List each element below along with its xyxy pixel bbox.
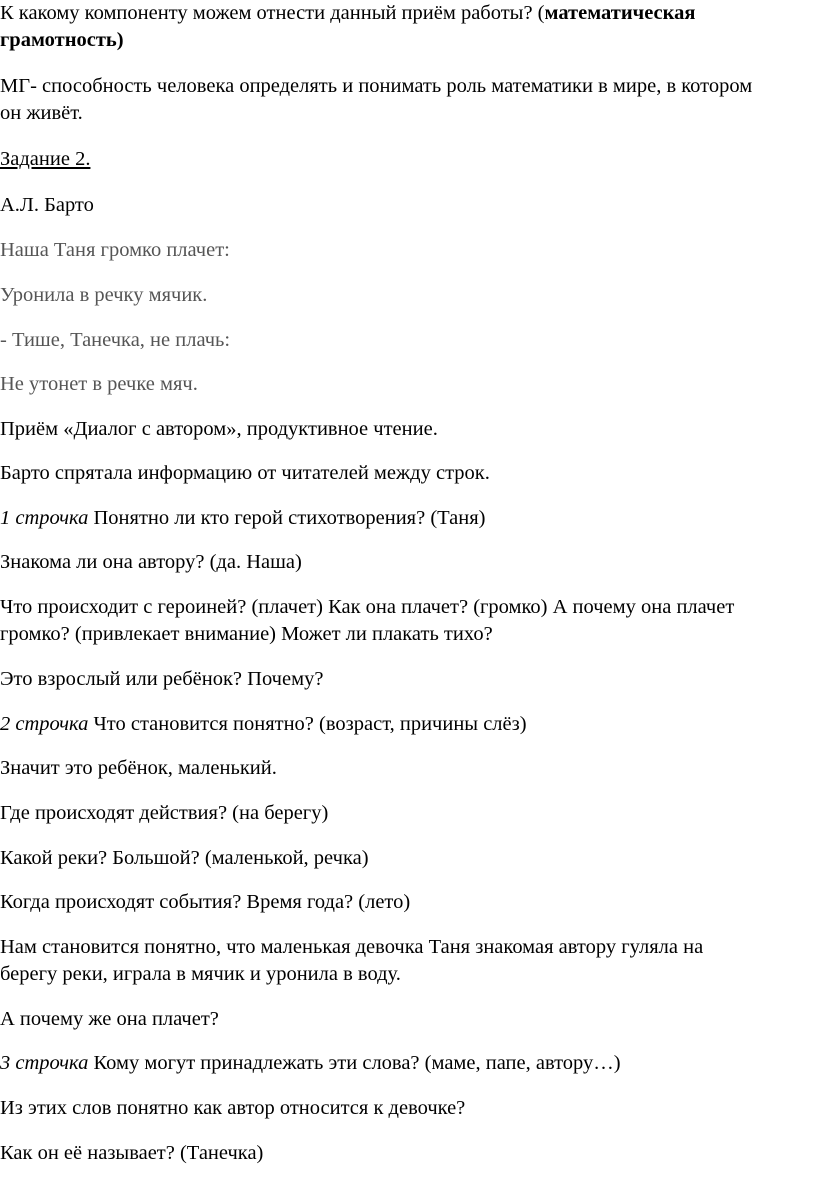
poem-line-3: - Тише, Танечка, не плачь: [0,329,231,351]
paragraph-where: Где происходят действия? (на берегу) [0,802,329,824]
poem-line-1: Наша Таня громко плачет: [0,239,230,261]
line-question: Понятно ли кто герой стихотворения? (Таня) [88,507,486,529]
paragraph-acquaintance: Знакома ли она автору? (да. Наша) [0,551,302,573]
paragraph-conclusion [0,934,816,988]
author-name: А.Л. Барто [0,194,94,216]
heroine-line-2: громко? (привлекает внимание) Может ли плакать тихо? [0,623,493,645]
line-label: 3 строчка [0,1052,89,1074]
paragraph-question-component [0,0,816,54]
definition-line-1: МГ- способность человека определять и понимать роль математики в мире, в котором [0,75,753,97]
line-question: Кому могут принадлежать эти слова? (маме, папе, автору…) [88,1052,621,1074]
line-label: 1 строчка [0,507,89,529]
bold-term: математическая [544,2,696,24]
paragraph-line-1-analysis [0,505,816,532]
poem-line-4: Не утонет в речке мяч. [0,373,198,395]
poem-line-2: Уронила в речку мячик. [0,284,208,306]
line-question: Что становится понятно? (возраст, причины слёз) [88,713,527,735]
paragraph-adult-or-child: Это взрослый или ребёнок? Почему? [0,668,324,690]
paragraph-technique: Приём «Диалог с автором», продуктивное чтение. [0,418,438,440]
paragraph-hidden-info: Барто спрятала информацию от читателей между строк. [0,462,490,484]
paragraph-when: Когда происходят события? Время года? (лето) [0,891,411,913]
paragraph-small-child: Значит это ребёнок, маленький. [0,757,277,779]
paragraph-line-3-analysis [0,1050,816,1077]
paragraph-line-2-analysis [0,711,816,738]
paragraph-why-crying: А почему же она плачет? [0,1008,219,1030]
task-heading: Задание 2. [0,148,91,170]
conclusion-line-1: Нам становится понятно, что маленькая девочка Таня знакомая автору гуляла на [0,936,704,958]
paragraph-name-called: Как он её называет? (Танечка) [0,1142,264,1164]
conclusion-line-2: берегу реки, играла в мячик и уронила в воду. [0,963,401,985]
line-label: 2 строчка [0,713,89,735]
bold-term-continued: грамотность) [0,29,124,51]
heroine-line-1: Что происходит с героиней? (плачет) Как она плачет? (громко) А почему она плачет [0,596,735,618]
question-text: К какому компоненту можем отнести данный приём работы? ( [0,2,545,24]
paragraph-author-attitude: Из этих слов понятно как автор относится к девочке? [0,1097,466,1119]
definition-line-2: он живёт. [0,102,83,124]
paragraph-which-river: Какой реки? Большой? (маленькой, речка) [0,847,369,869]
paragraph-definition [0,73,816,127]
paragraph-heroine-questions [0,594,816,648]
